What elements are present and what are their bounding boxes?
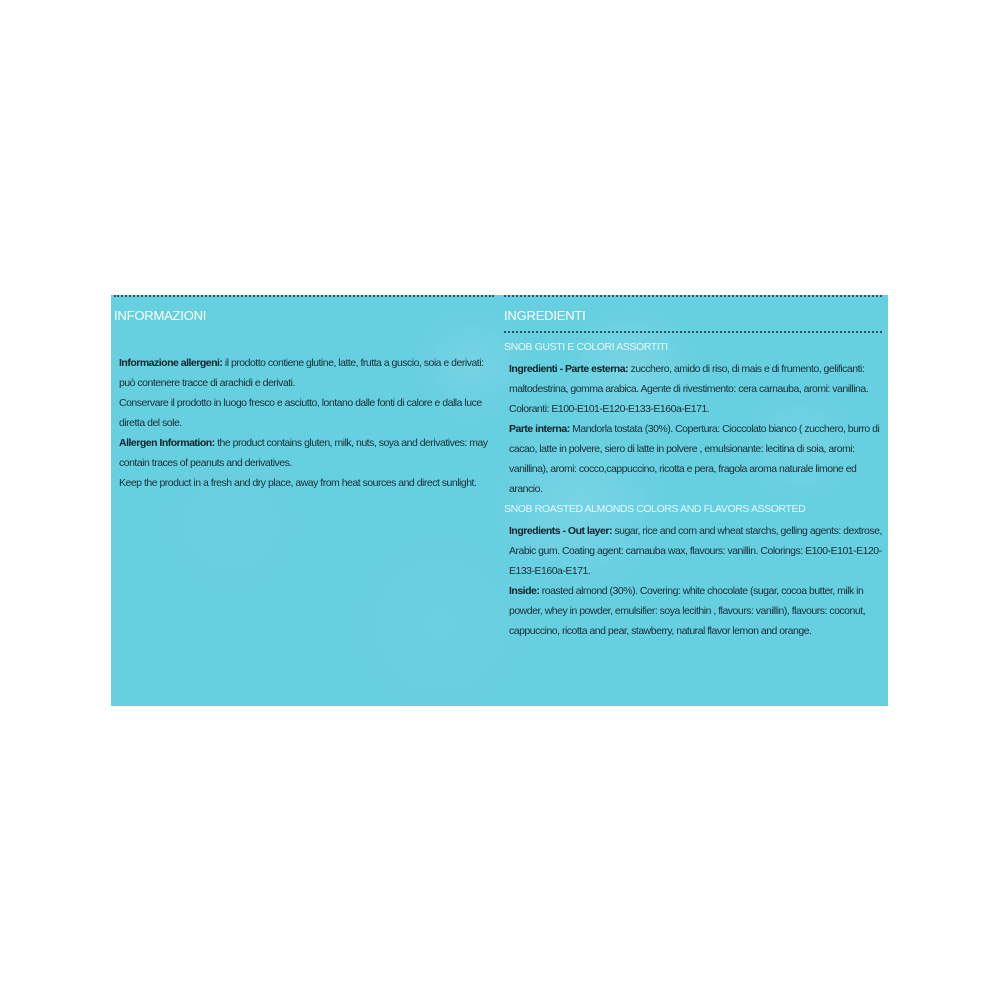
- inner-it-text: Mandorla tostata (30%). Copertura: Cioccolato bianco ( zucchero, burro di cacao, latte in polvere, siero di latte in polvere , emulsionante: lecitina di soia, aromi: vanillina), aromi: cocco,cappuccino, ricotta e pera, fragola aroma naturale limone ed arancio.: [509, 423, 880, 495]
- allergen-info-it: [114, 353, 494, 393]
- outer-en-label: Ingredients - Out layer:: [509, 525, 612, 537]
- inner-en-text: roasted almond (30%). Covering: white chocolate (sugar, cocoa butter, milk in powder, whey in powder, emulsifier: soya lecithin , flavours: vanillin), flavours: coconut, cappuccino, ricotta and pear, stawberry, natural flavor lemon and orange.: [509, 585, 866, 637]
- outer-en-text: sugar, rice and corn and wheat starchs, gelling agents: dextrose, Arabic gum. Coating agent: carnauba wax, flavours: vanillin. Colorings: E100-E101-E120-E133-E160a-E171.: [509, 525, 882, 577]
- subtitle-en: SNOB ROASTED ALMONDS COLORS AND FLAVORS ASSORTED: [504, 503, 806, 515]
- allergen-en-label: Allergen Information:: [119, 437, 215, 449]
- allergen-it-text: il prodotto contiene glutine, latte, frutta a guscio, soia e derivati: può contenere tracce di arachidi e derivati.: [119, 357, 484, 389]
- ingredients-it: [504, 353, 882, 499]
- allergen-info-en: [114, 433, 494, 473]
- ingredients-en: [504, 515, 882, 641]
- outer-it-text: zucchero, amido di riso, di mais e di frumento, gelificanti: maltodestrina, gomma arabica. Agente di rivestimento: cera carnauba, aromi: vanillina. Coloranti: E100-E101-E120-E133-E160a-E171.: [509, 363, 869, 415]
- ingredients-it-outer: [504, 359, 882, 419]
- informazioni-body: [114, 333, 494, 493]
- inner-it-label: Parte interna:: [509, 423, 570, 435]
- inner-en-label: Inside:: [509, 585, 540, 597]
- ingredienti-title: INGREDIENTI: [504, 308, 586, 323]
- subtitle-it: SNOB GUSTI E COLORI ASSORTITI: [504, 341, 668, 353]
- storage-it: Conservare il prodotto in luogo fresco e asciutto, lontano dalle fonti di calore e dalla luce diretta del sole.: [119, 397, 482, 429]
- dotted-divider: [504, 331, 882, 333]
- allergen-it-label: Informazione allergeni:: [119, 357, 223, 369]
- outer-it-label: Ingredienti - Parte esterna:: [509, 363, 629, 375]
- product-info-panel: [111, 295, 888, 706]
- informazioni-column: [114, 295, 494, 493]
- ingredienti-column: [504, 295, 882, 641]
- ingredients-en-inner: [504, 581, 882, 641]
- storage-en: Keep the product in a fresh and dry place, away from heat sources and direct sunlight.: [119, 477, 477, 489]
- informazioni-title: INFORMAZIONI: [114, 308, 207, 323]
- allergen-en-text: the product contains gluten, milk, nuts, soya and derivatives: may contain traces of peanuts and derivatives.: [119, 437, 488, 469]
- ingredients-en-outer: [504, 521, 882, 581]
- ingredients-it-inner: [504, 419, 882, 499]
